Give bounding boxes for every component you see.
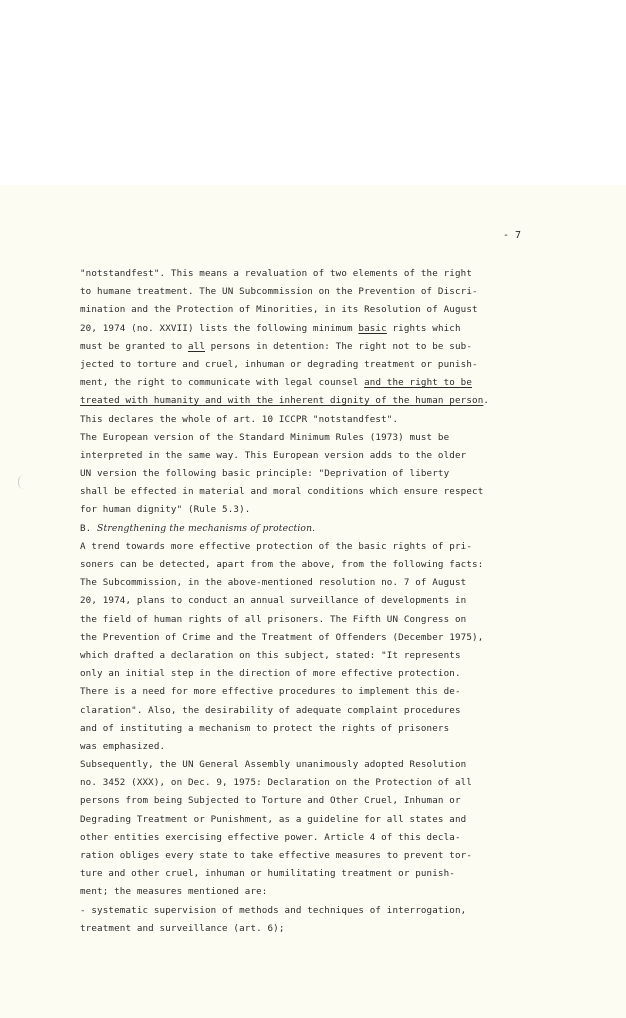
- underlined-text: and the right to be: [364, 377, 473, 389]
- text-line: [80, 920, 520, 938]
- text-line: [80, 338, 520, 356]
- text-line: [80, 392, 520, 410]
- text-segment: ment; the measures mentioned are:: [80, 886, 268, 898]
- text-line: [80, 374, 520, 392]
- text-segment: and of instituting a mechanism to protect the rights of prisoners: [80, 722, 450, 734]
- text-line: [80, 447, 520, 465]
- underlined-text: basic: [358, 322, 387, 334]
- text-line: [80, 683, 520, 701]
- text-segment: Subsequently, the UN General Assembly unanimously adopted Resolution: [80, 759, 467, 771]
- text-line: [80, 811, 520, 829]
- text-line: [80, 429, 520, 447]
- text-segment: must be granted to: [80, 340, 188, 352]
- text-segment: mination and the Protection of Minorities, in its Resolution of August: [80, 304, 478, 316]
- text-line: [80, 556, 520, 574]
- text-line: [80, 283, 520, 301]
- text-line: [80, 265, 520, 283]
- text-segment: "notstandfest". This means a revaluation of two elements of the right: [80, 268, 473, 279]
- document-body: [80, 265, 520, 938]
- text-line: [80, 756, 520, 774]
- text-line: [80, 465, 520, 483]
- text-segment: The European version of the Standard Minimum Rules (1973) must be: [80, 431, 450, 443]
- text-line: [80, 883, 520, 901]
- text-segment: rights which: [386, 322, 461, 334]
- text-segment: There is a need for more effective procedures to implement this de-: [80, 686, 461, 698]
- text-segment: to humane treatment. The UN Subcommission on the Prevention of Discri-: [80, 286, 478, 298]
- text-segment: no. 3452 (XXX), on Dec. 9, 1975: Declaration on the Protection of all: [80, 777, 473, 789]
- text-segment: shall be effected in material and moral conditions which ensure respect: [80, 486, 484, 498]
- text-line: [80, 702, 520, 720]
- text-segment: ture and other cruel, inhuman or humilitating treatment or punish-: [80, 868, 455, 880]
- text-segment: treatment and surveillance (art. 6);: [80, 922, 285, 934]
- text-line: [80, 574, 520, 592]
- text-segment: claration". Also, the desirability of adequate complaint procedures: [80, 704, 461, 716]
- text-line: [80, 411, 520, 429]
- text-segment: 20, 1974 (no. XXVII) lists the following minimum: [80, 322, 359, 334]
- text-segment: other entities exercising effective power. Article 4 of this decla-: [80, 831, 461, 843]
- text-segment: for human dignity" (Rule 5.3).: [80, 504, 251, 516]
- text-line: [80, 320, 520, 338]
- text-segment: soners can be detected, apart from the above, from the following facts:: [80, 559, 484, 570]
- text-line: [80, 738, 520, 756]
- text-line: [80, 847, 520, 865]
- text-line: [80, 356, 520, 374]
- text-segment: UN version the following basic principle: "Deprivation of liberty: [80, 468, 450, 480]
- text-line: [80, 829, 520, 847]
- text-segment: interpreted in the same way. This European version adds to the older: [80, 449, 467, 461]
- text-line: [80, 501, 520, 519]
- text-segment: ration obliges every state to take effective measures to prevent tor-: [80, 850, 473, 861]
- underlined-text: treated with humanity and with the inherent dignity of the human person: [80, 395, 484, 407]
- text-segment: was emphasized.: [80, 740, 166, 752]
- text-segment: - systematic supervision of methods and techniques of interrogation,: [80, 904, 467, 916]
- text-segment: The Subcommission, in the above-mentioned resolution no. 7 of August: [80, 577, 467, 589]
- text-line: [80, 647, 520, 665]
- text-segment: persons from being Subjected to Torture and Other Cruel, Inhuman or: [80, 795, 461, 807]
- blank-top-area: [0, 0, 626, 185]
- text-segment: the Prevention of Crime and the Treatment of Offenders (December 1975),: [80, 631, 484, 643]
- text-segment: This declares the whole of art. 10 ICCPR "notstandfest".: [80, 413, 399, 425]
- text-segment: which drafted a declaration on this subject, stated: "It represents: [80, 649, 461, 661]
- text-segment: Degrading Treatment or Punishment, as a guideline for all states and: [80, 813, 467, 825]
- text-line: [80, 902, 520, 920]
- text-segment: A trend towards more effective protection of the basic rights of pri-: [80, 540, 473, 552]
- text-line: [80, 301, 520, 319]
- text-line: [80, 592, 520, 610]
- text-line: [80, 665, 520, 683]
- page-number: - 7: [503, 230, 522, 241]
- text-segment: 20, 1974, plans to conduct an annual surveillance of developments in: [80, 595, 467, 607]
- document-page: [0, 185, 626, 1018]
- text-line: [80, 538, 520, 556]
- text-line: [80, 520, 520, 538]
- text-segment: persons in detention: The right not to be sub-: [205, 340, 473, 352]
- text-line: [80, 629, 520, 647]
- text-line: [80, 865, 520, 883]
- text-segment: the field of human rights of all prisoners. The Fifth UN Congress on: [80, 613, 467, 625]
- margin-mark: [18, 475, 25, 489]
- underlined-text: all: [187, 340, 205, 352]
- text-segment: ment, the right to communicate with legal counsel: [80, 377, 365, 389]
- text-line: [80, 720, 520, 738]
- section-heading: Strengthening the mechanisms of protection.: [97, 522, 316, 534]
- text-segment: jected to torture and cruel, inhuman or degrading treatment or punish-: [80, 358, 478, 370]
- text-line: [80, 792, 520, 810]
- text-segment: only an initial step in the direction of more effective protection.: [80, 668, 461, 680]
- text-line: [80, 483, 520, 501]
- text-line: [80, 611, 520, 629]
- text-segment: .: [483, 395, 490, 407]
- text-line: [80, 774, 520, 792]
- text-segment: B.: [80, 522, 98, 534]
